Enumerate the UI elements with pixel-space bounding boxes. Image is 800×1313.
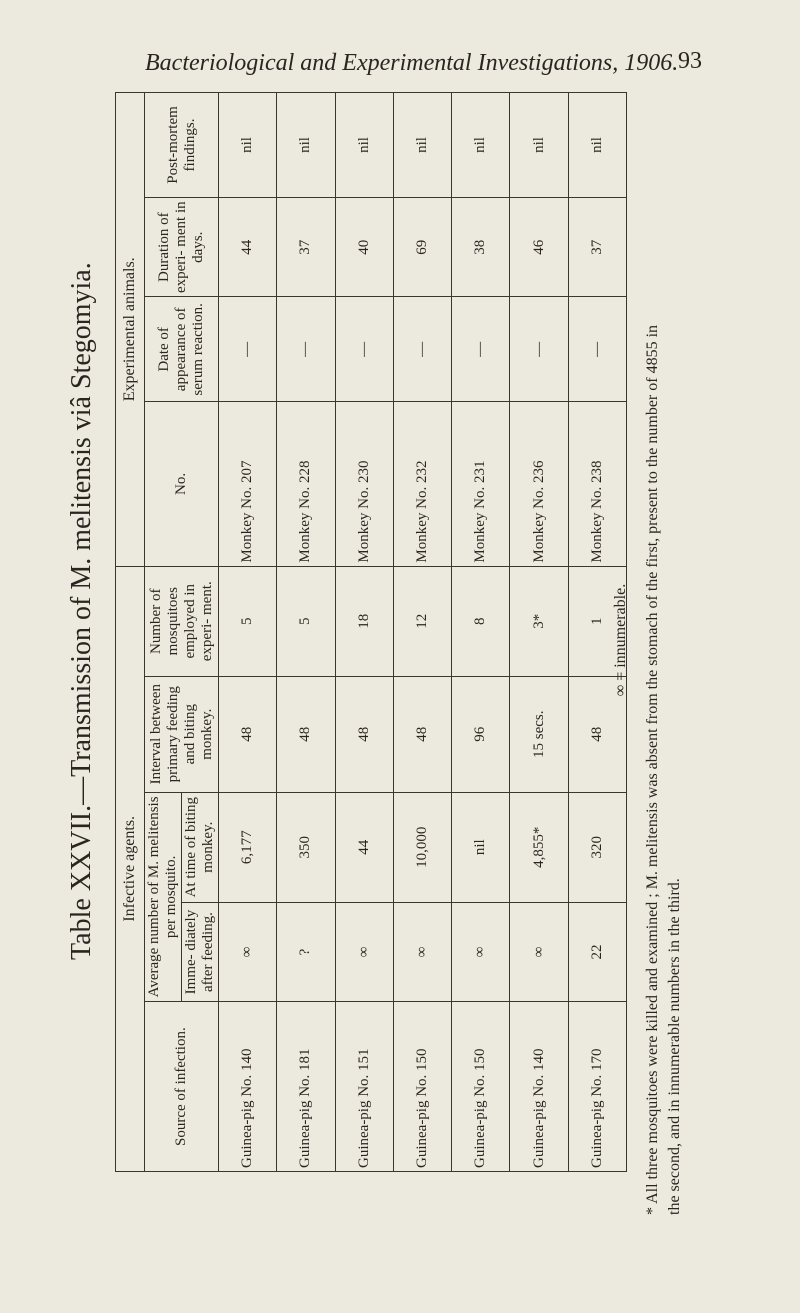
page-number: 93 (678, 48, 702, 74)
running-title: Bacteriological and Experimental Investigations, 1906. (145, 50, 679, 76)
footnote-star-line-1: * All three mosquitoes were killed and examined ; M. melitensis was absent from the stomach of the first, present to the number of 4855 in (644, 324, 661, 1215)
cell-duration: 46 (510, 197, 568, 296)
cell-source: Guinea-pig No. 170 (568, 1002, 626, 1172)
cell-date: — (219, 297, 277, 402)
cell-number: 1 (568, 566, 626, 676)
cell-immediately: ? (277, 902, 335, 1001)
cell-post-mortem: nil (335, 93, 393, 198)
cell-duration: 38 (452, 197, 510, 296)
table-row (277, 93, 335, 1172)
group-infective-agents: Infective agents. (116, 566, 145, 1171)
cell-interval: 15 secs. (510, 676, 568, 792)
cell-date: — (452, 297, 510, 402)
col-interval: Interval between primary feeding and biting monkey. (145, 676, 219, 792)
cell-immediately: ∞ (393, 902, 451, 1001)
cell-interval: 48 (393, 676, 451, 792)
cell-source: Guinea-pig No. 150 (452, 1002, 510, 1172)
rotated-table-container (115, 92, 627, 1172)
cell-post-mortem: nil (568, 93, 626, 198)
table-row (452, 93, 510, 1172)
cell-source: Guinea-pig No. 151 (335, 1002, 393, 1172)
cell-immediately: ∞ (452, 902, 510, 1001)
cell-at-biting: 4,855* (510, 792, 568, 902)
footnotes (610, 65, 700, 1215)
table-row (393, 93, 451, 1172)
col-at-biting: At time of biting monkey. (182, 792, 219, 902)
cell-interval: 48 (219, 676, 277, 792)
cell-monkey: Monkey No. 238 (568, 402, 626, 566)
cell-number: 8 (452, 566, 510, 676)
col-monkey-no: No. (145, 402, 219, 566)
col-source: Source of infection. (145, 1002, 219, 1172)
cell-date: — (510, 297, 568, 402)
table-row (335, 93, 393, 1172)
cell-duration: 37 (277, 197, 335, 296)
cell-at-biting: 350 (277, 792, 335, 902)
cell-duration: 40 (335, 197, 393, 296)
cell-post-mortem: nil (393, 93, 451, 198)
cell-number: 3* (510, 566, 568, 676)
col-date-serum: Date of appearance of serum reaction. (145, 297, 219, 402)
cell-at-biting: 10,000 (393, 792, 451, 902)
cell-number: 5 (277, 566, 335, 676)
cell-date: — (277, 297, 335, 402)
cell-immediately: 22 (568, 902, 626, 1001)
table-row (510, 93, 568, 1172)
cell-date: — (335, 297, 393, 402)
cell-post-mortem: nil (277, 93, 335, 198)
cell-date: — (393, 297, 451, 402)
cell-immediately: ∞ (219, 902, 277, 1001)
cell-interval: 96 (452, 676, 510, 792)
cell-number: 12 (393, 566, 451, 676)
col-number-mosquitoes: Number of mosquitoes employed in experi- ment. (145, 566, 219, 676)
col-duration: Duration of experi- ment in days. (145, 197, 219, 296)
table-title: Table XXVII.—Transmission of M. melitensis viâ Stegomyia. (66, 262, 97, 960)
cell-interval: 48 (277, 676, 335, 792)
cell-date: — (568, 297, 626, 402)
cell-at-biting: 44 (335, 792, 393, 902)
cell-number: 5 (219, 566, 277, 676)
cell-duration: 37 (568, 197, 626, 296)
cell-at-biting: nil (452, 792, 510, 902)
cell-interval: 48 (335, 676, 393, 792)
cell-source: Guinea-pig No. 150 (393, 1002, 451, 1172)
cell-monkey: Monkey No. 207 (219, 402, 277, 566)
cell-monkey: Monkey No. 236 (510, 402, 568, 566)
table-frame (115, 92, 627, 1172)
cell-monkey: Monkey No. 230 (335, 402, 393, 566)
cell-monkey: Monkey No. 231 (452, 402, 510, 566)
cell-duration: 44 (219, 197, 277, 296)
footnote-star-line-2: the second, and in innumerable numbers in the third. (666, 878, 683, 1215)
cell-at-biting: 320 (568, 792, 626, 902)
cell-source: Guinea-pig No. 181 (277, 1002, 335, 1172)
group-experimental-animals: Experimental animals. (116, 93, 145, 567)
cell-source: Guinea-pig No. 140 (510, 1002, 568, 1172)
cell-duration: 69 (393, 197, 451, 296)
col-immediately: Imme- diately after feeding. (182, 902, 219, 1001)
cell-immediately: ∞ (510, 902, 568, 1001)
cell-post-mortem: nil (219, 93, 277, 198)
cell-post-mortem: nil (452, 93, 510, 198)
cell-monkey: Monkey No. 228 (277, 402, 335, 566)
col-post-mortem: Post-mortem findings. (145, 93, 219, 198)
cell-monkey: Monkey No. 232 (393, 402, 451, 566)
cell-at-biting: 6,177 (219, 792, 277, 902)
table-row (219, 93, 277, 1172)
cell-immediately: ∞ (335, 902, 393, 1001)
cell-number: 18 (335, 566, 393, 676)
transmission-table (115, 92, 627, 1172)
footnote-infinity: ∞ = innumerable. (612, 583, 629, 697)
cell-interval: 48 (568, 676, 626, 792)
cell-post-mortem: nil (510, 93, 568, 198)
cell-source: Guinea-pig No. 140 (219, 1002, 277, 1172)
col-avg-number: Average number of M. melitensis per mosquito. (145, 792, 182, 1002)
